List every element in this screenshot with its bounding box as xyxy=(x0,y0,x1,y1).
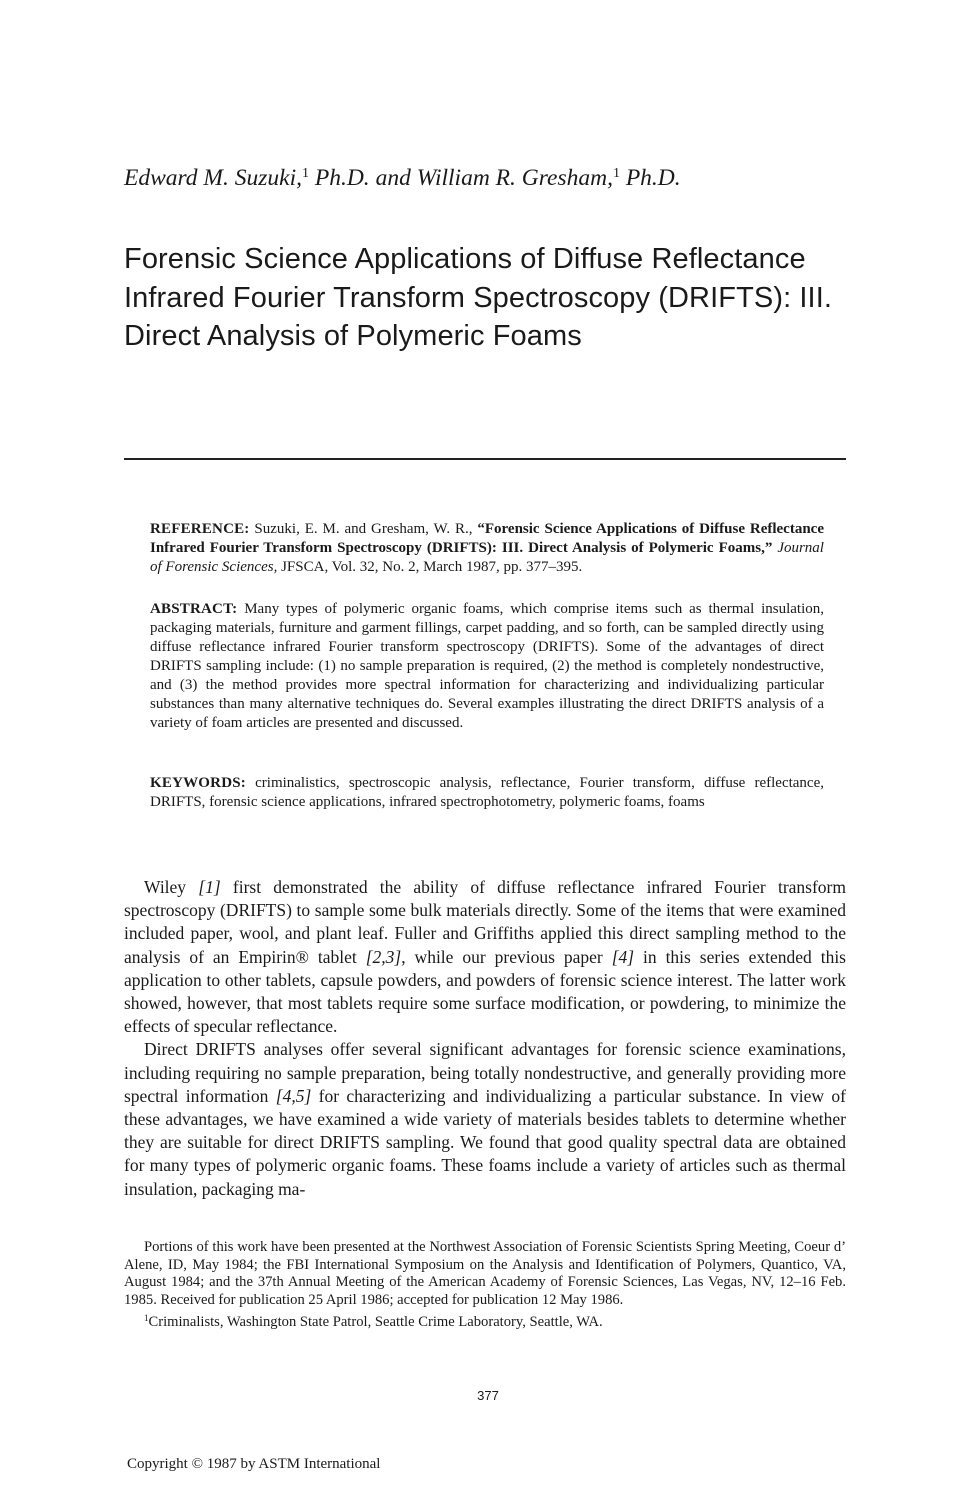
body-text-run: first demonstrated the ability of diffuse reflectance infrared Fourier transform spectroscopy (DRIFTS) to sample some bulk materials directly. Some of the items that were examined included paper, wool, and plant leaf. Fuller and Griffiths applied this direct sampling method to the analysis of an Empirin® tablet xyxy=(124,877,846,967)
body-text-run: for characterizing and individualizing a particular substance. In view of these advantages, we have examined a wide variety of materials besides tablets to determine whether they are suitable for direct DRIFTS sampling. We found that good quality spectral data are obtained for many types of polymeric organic foams. These foams include a variety of articles such as thermal insulation, packaging ma- xyxy=(124,1085,846,1199)
reference-authors: Suzuki, E. M. and Gresham, W. R., xyxy=(249,521,478,537)
body-text xyxy=(124,876,846,1201)
footnote-presentation: Portions of this work have been presented at the Northwest Association of Forensic Scientists Spring Meeting, Coeur d’ Alene, ID, May 1984; the FBI International Symposium on the Analysis and Identification of Polymers, Quantico, VA, August 1984; and the 37th Annual Meeting of the American Academy of Forensic Sciences, Las Vegas, NV, 12–16 Feb. 1985. Received for publication 25 April 1986; accepted for publication 12 May 1986. xyxy=(124,1239,846,1309)
abstract-block xyxy=(150,600,824,733)
keywords-block xyxy=(150,774,824,812)
reference-details: JFSCA, Vol. 32, No. 2, March 1987, pp. 377–395. xyxy=(277,559,583,575)
keywords-text: criminalistics, spectroscopic analysis, reflectance, Fourier transform, diffuse reflectance, DRIFTS, forensic science applications, infrared spectrophotometry, polymeric foams, foams xyxy=(150,775,824,810)
footnote-mark: 1 xyxy=(144,1312,149,1323)
citation-ref: [4] xyxy=(611,946,635,967)
title-rule xyxy=(124,458,846,460)
citation-ref: [1] xyxy=(198,877,221,897)
author-2-name: William R. Gresham, xyxy=(416,165,613,191)
author-1-name: Edward M. Suzuki, xyxy=(124,165,302,191)
body-paragraph-2 xyxy=(124,1038,846,1200)
reference-block xyxy=(150,520,824,577)
body-text-run: , while our previous paper xyxy=(401,946,612,967)
footnote-affiliation xyxy=(124,1310,846,1332)
citation-ref: [2,3] xyxy=(365,946,402,967)
abstract-label: ABSTRACT: xyxy=(150,601,238,617)
keywords-label: KEYWORDS: xyxy=(150,775,246,791)
body-text-run: in this series extended this application to other tablets, capsule powders, and powders of forensic science interest. The latter work showed, however, that most tablets require some surface modification, or powdering, to minimize the effects of specular reflectance. xyxy=(124,946,846,1037)
footnotes xyxy=(124,1239,846,1332)
reference-article-title: “Forensic Science Applications of Diffuse Reflectance Infrared Fourier Transform Spectroscopy (DRIFTS): III. Direct Analysis of Polymeric Foams,” xyxy=(150,521,824,556)
copyright-notice: Copyright © 1987 by ASTM International xyxy=(127,1456,381,1472)
citation-ref: [4,5] xyxy=(275,1085,312,1106)
body-paragraph-1 xyxy=(124,876,846,1038)
paper-title: Forensic Science Applications of Diffuse Reflectance Infrared Fourier Transform Spectroscopy (DRIFTS): III. Direct Analysis of Polymeric Foams xyxy=(124,243,833,352)
reference-label: REFERENCE: xyxy=(150,521,250,537)
author-2-footnote-mark: 1 xyxy=(612,166,620,181)
body-text-run: Wiley xyxy=(144,877,199,897)
affiliation-text: Criminalists, Washington State Patrol, Seattle Crime Laboratory, Seattle, WA. xyxy=(148,1313,603,1330)
author-1-degree: Ph.D. xyxy=(308,165,370,191)
reference-journal: Journal of Forensic Sciences, xyxy=(150,540,824,575)
page-number: 377 xyxy=(477,1388,499,1403)
author-conjunction: and xyxy=(369,165,417,191)
author-line xyxy=(124,158,884,194)
author-2-degree: Ph.D. xyxy=(619,165,681,191)
abstract-text: Many types of polymeric organic foams, which comprise items such as thermal insulation, packaging materials, furniture and garment fillings, carpet padding, and so forth, can be sampled directly using diffuse reflectance infrared Fourier transform spectroscopy (DRIFTS). Some of the advantages of direct DRIFTS sampling include: (1) no sample preparation is required, (2) the method is completely nondestructive, and (3) the method provides more spectral information for characterizing and individualizing particular substances than many alternative techniques do. Several examples illustrating the direct DRIFTS analysis of a variety of foam articles are presented and discussed. xyxy=(150,601,824,731)
body-text-run: Direct DRIFTS analyses offer several significant advantages for forensic science examinations, including requiring no sample preparation, being totally nondestructive, and generally providing more spectral information xyxy=(124,1039,846,1106)
author-1-footnote-mark: 1 xyxy=(301,166,309,181)
